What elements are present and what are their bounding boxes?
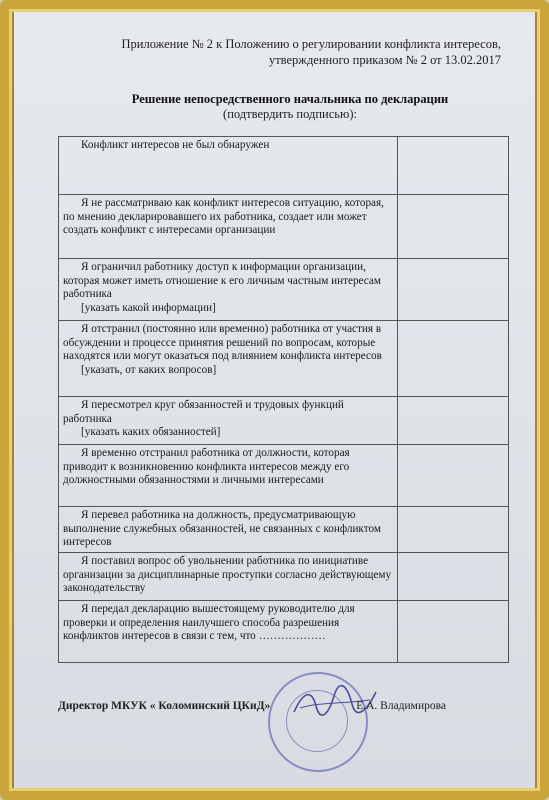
signature-cell[interactable] (398, 445, 509, 507)
table-row (59, 397, 509, 445)
decision-text (59, 259, 398, 321)
decision-text (59, 553, 398, 601)
table-row (59, 553, 509, 601)
signature-cell[interactable] (398, 137, 509, 195)
decision-text-body: Я не рассматриваю как конфликт интересов ситуацию, которая, по мнению декларировавшего их работника, создает или может создать конфликт с интересами организации (63, 197, 384, 237)
decision-text-body: Я перевел работника на должность, предусматривающую выполнение служебных обязанностей, не связанных с конфликтом интересов (63, 509, 381, 549)
document-title: Решение непосредственного начальника по декларации (131, 92, 449, 106)
decision-text-body: Конфликт интересов не был обнаружен (81, 139, 270, 151)
decision-text-body: Я поставил вопрос об увольнении работника по инициативе организации за дисциплинарные проступки согласно действующему законодательству (63, 555, 392, 595)
decision-text-body: Я временно отстранил работника от должности, которая приводит к возникновению конфликта интересов между его должностными обязанностями и личными интересами (63, 447, 350, 487)
decision-text (59, 507, 398, 553)
table-row (59, 137, 509, 195)
signature-cell[interactable] (398, 397, 509, 445)
decision-text-body: Я передал декларацию вышестоящему руководителю для проверки и определения наилучшего способа разрешения конфликтов интересов в связи с тем, что ……………… (63, 603, 355, 643)
decision-text (59, 321, 398, 397)
header-line-2: утвержденного приказом № 2 от 13.02.2017 (268, 53, 501, 67)
decision-text-body: Я отстранил (постоянно или временно) работника от участия в обсуждении и процессе принятия решений по вопросам, которые находятся или могут оказаться под влиянием конфликта интересов (63, 323, 382, 363)
signature-cell[interactable] (398, 195, 509, 259)
director-name: Е.А. Владимирова (356, 700, 446, 712)
director-title: Директор МКУК « Коломинский ЦКиД» (58, 700, 271, 712)
decision-text (59, 601, 398, 663)
decision-bracket-note: [указать какой информации] (81, 301, 216, 314)
document-subtitle: (подтвердить подписью): (223, 107, 357, 121)
table-row (59, 445, 509, 507)
signature-cell[interactable] (398, 259, 509, 321)
decision-text-body: Я пересмотрел круг обязанностей и трудовых функций работника (63, 399, 344, 425)
document-header (81, 36, 501, 68)
decision-bracket-note: [указать, от каких вопросов] (81, 363, 217, 376)
signature-cell[interactable] (398, 601, 509, 663)
table-row (59, 195, 509, 259)
signature-cell[interactable] (398, 507, 509, 553)
header-line-1: Приложение № 2 к Положению о регулировании конфликта интересов, (121, 37, 501, 51)
document-footer (58, 700, 498, 712)
decision-text-body: Я ограничил работнику доступ к информации организации, которая может иметь отношение к его личным частным интересам работника (63, 261, 381, 301)
decision-text (59, 195, 398, 259)
decision-text (59, 397, 398, 445)
table-row (59, 321, 509, 397)
table-row (59, 259, 509, 321)
decision-table (58, 136, 509, 663)
decision-bracket-note: [указать каких обязанностей] (81, 426, 221, 439)
signature-cell[interactable] (398, 321, 509, 397)
table-row (59, 507, 509, 553)
decision-text (59, 445, 398, 507)
table-row (59, 601, 509, 663)
decision-text (59, 137, 398, 195)
signature-cell[interactable] (398, 553, 509, 601)
